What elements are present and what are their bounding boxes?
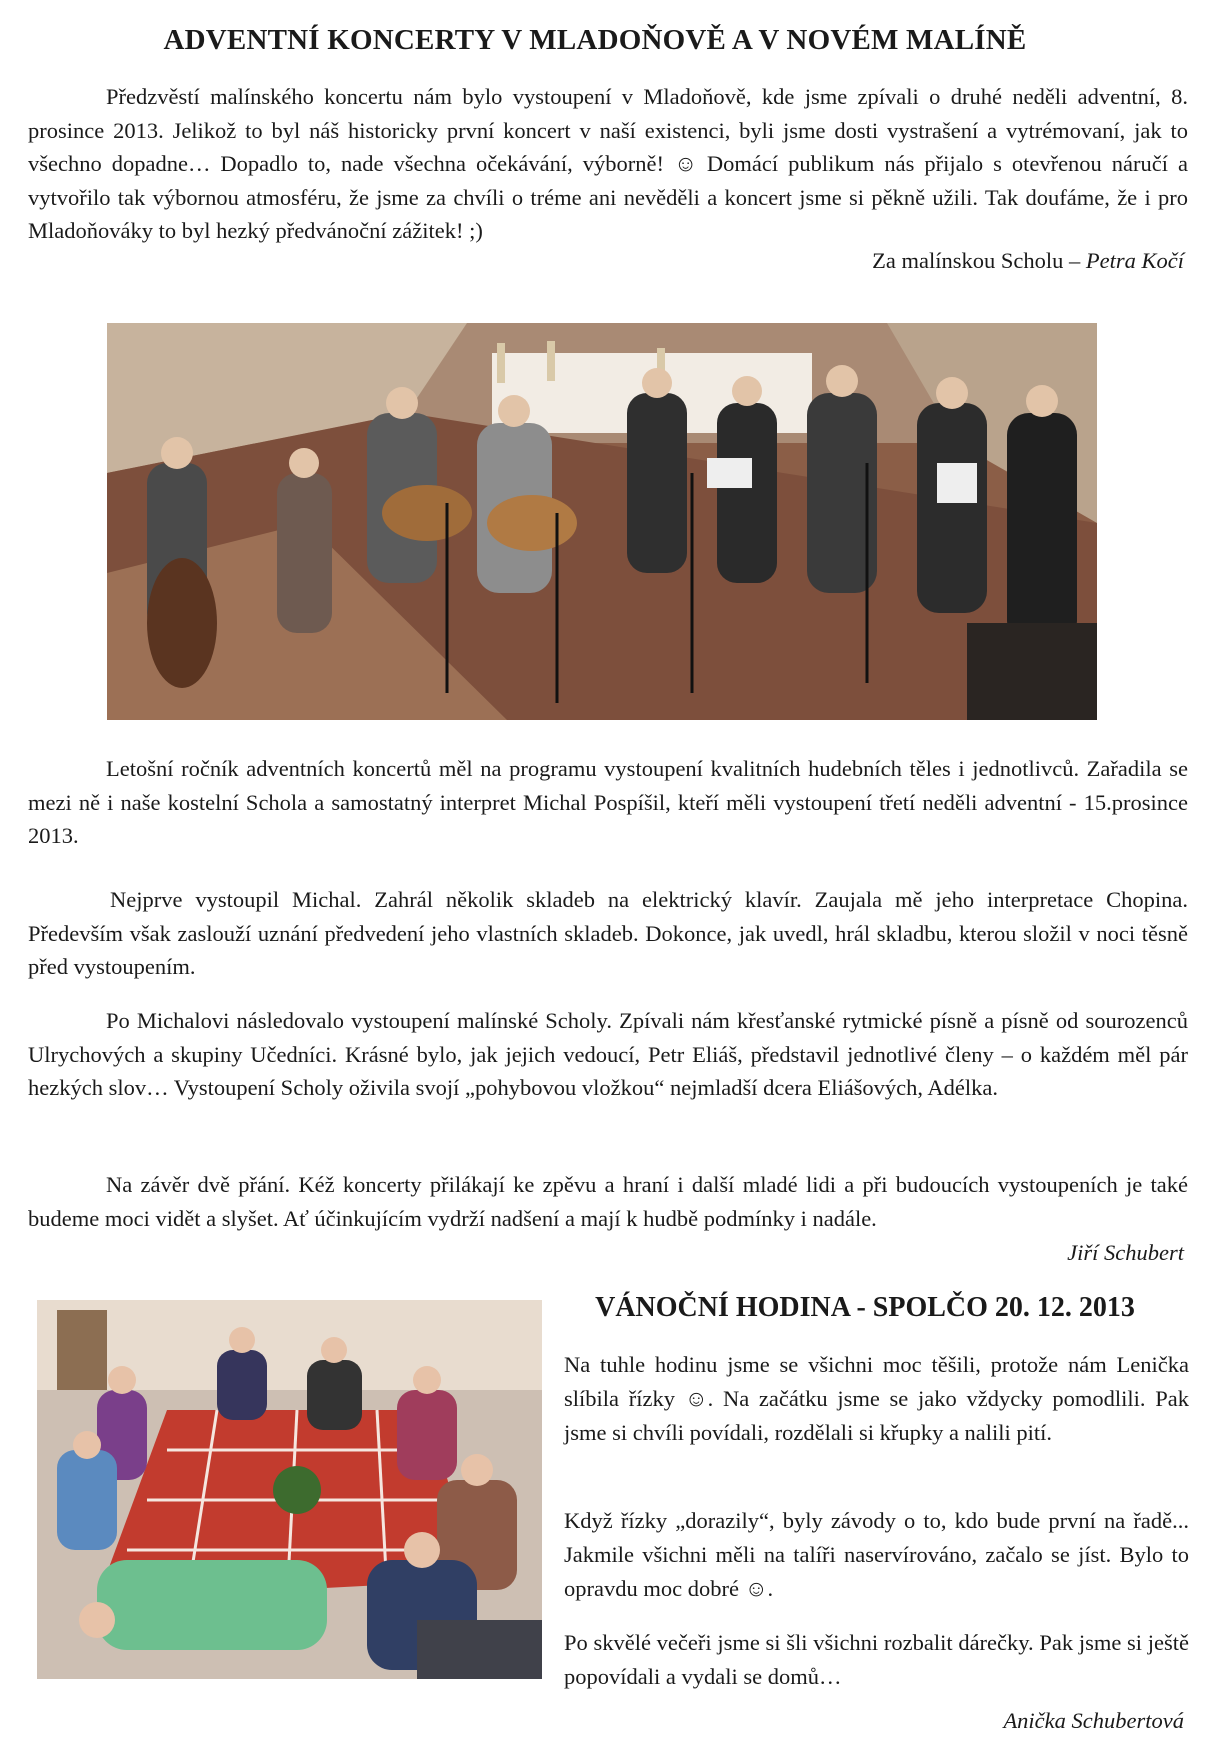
article-paragraph: Nejprve vystoupil Michal. Zahrál několik skladeb na elektrický klavír. Zaujala mě jeho interpretace Chopina. Především však zaslouží uznání předvedení jeho vlastních skladeb. Dokonce, jak uvedl, hrál skladbu, kterou složil v noci těsně před vystoupením.: [28, 887, 1188, 979]
concert-photo: [107, 323, 1097, 720]
signature-name: Jiří Schubert: [1067, 1240, 1184, 1265]
article-paragraph: Po Michalovi následovalo vystoupení malínské Scholy. Zpívali nám křesťanské rytmické písně a písně od sourozenců Ulrychových a skupiny Učedníci. Krásné bylo, jak jejich vedoucí, Petr Eliáš, představil jednotlivé členy – o každém měl pár hezkých slov… Vystoupení Scholy oživila svojí „pohybovou vložkou“ nejmladší dcera Eliášových, Adélka.: [28, 1008, 1188, 1100]
article-title-concerts: ADVENTNÍ KONCERTY V MLADOŇOVĚ A V NOVÉM MALÍNĚ: [163, 24, 1027, 56]
article-paragraph: Na tuhle hodinu jsme se všichni moc těšili, protože nám Lenička slíbila řízky ☺. Na začátku jsme se jako vždycky pomodlili. Pak jsme si chvíli povídali, rozdělali si křupky a nalili pití.: [564, 1352, 1189, 1445]
article-paragraph: Předzvěstí malínského koncertu nám bylo vystoupení v Mladoňově, kde jsme zpívali o druhé neděli adventní, 8. prosince 2013. Jelikož to byl náš historicky první koncert v naší existenci, byli jsme dosti vystrašení a vytrémovaní, jak to všechno dopadne… Dopadlo to, nade všechna očekávání, výborně! ☺ Domácí publikum nás přijalo s otevřenou náručí a vytvořilo tak výbornou atmosféru, že jsme za chvíli o tréme ani nevěděli a koncert jsme si pěkně užili. Tak doufáme, že i pro Mladoňováky to byl hezký předvánoční zážitek! ;): [28, 84, 1188, 243]
christmas-party-photo: [37, 1300, 542, 1679]
signature-prefix: Za malínskou Scholu –: [872, 248, 1086, 273]
article-paragraph: Na závěr dvě přání. Kéž koncerty přilákají ke zpěvu a hraní i další mladé lidi a při budoucích vystoupeních je také budeme moci vidět a slyšet. Ať účinkujícím vydrží nadšení a mají k hudbě podmínky i nadále.: [28, 1172, 1188, 1231]
article-paragraph: Letošní ročník adventních koncertů měl na programu vystoupení kvalitních hudebních těles i jednotlivců. Zařadila se mezi ně i naše kostelní Schola a samostatný interpret Michal Pospíšil, kteří měli vystoupení třetí neděli adventní - 15.prosince 2013.: [28, 756, 1188, 848]
signature-anicka: [1003, 1708, 1184, 1734]
signature-jiri: [1067, 1240, 1184, 1266]
signature-name: Anička Schubertová: [1003, 1708, 1184, 1733]
concert-photo-icon: [107, 323, 1097, 720]
article-paragraph: Když řízky „dorazily“, byly závody o to, kdo bude první na řadě... Jakmile všichni měli na talíři naservírováno, začalo se jíst. Bylo to opravdu moc dobré ☺.: [564, 1508, 1189, 1601]
christmas-party-photo-icon: [37, 1300, 542, 1679]
signature-petra: [872, 248, 1184, 274]
signature-name: Petra Kočí: [1085, 248, 1184, 273]
article-title-christmas-hour: VÁNOČNÍ HODINA - SPOLČO 20. 12. 2013: [595, 1292, 1135, 1323]
article-paragraph: Po skvělé večeři jsme si šli všichni rozbalit dárečky. Pak jsme si ještě popovídali a vydali se domů…: [564, 1630, 1189, 1689]
